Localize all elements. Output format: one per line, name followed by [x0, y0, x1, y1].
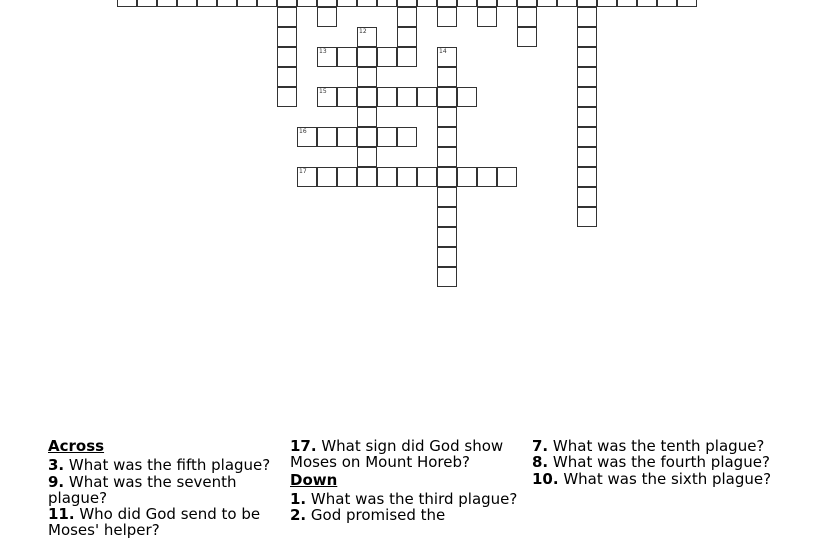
crossword-cell[interactable]	[457, 0, 477, 7]
crossword-cell[interactable]	[197, 0, 217, 7]
across-heading: Across	[48, 437, 105, 455]
crossword-cell[interactable]	[317, 0, 337, 7]
crossword-cell[interactable]	[237, 0, 257, 7]
clue-number: 13	[319, 48, 327, 55]
crossword-cell[interactable]	[317, 87, 337, 107]
crossword-cell[interactable]	[437, 7, 457, 27]
crossword-cell[interactable]	[317, 167, 337, 187]
crossword-cell[interactable]	[437, 67, 457, 87]
crossword-cell[interactable]	[637, 0, 657, 7]
crossword-cell[interactable]	[437, 207, 457, 227]
crossword-cell[interactable]	[397, 127, 417, 147]
crossword-cell[interactable]	[397, 87, 417, 107]
crossword-cell[interactable]	[137, 0, 157, 7]
clue-down-10: 10. What was the sixth plague?	[532, 469, 772, 488]
crossword-cell[interactable]	[277, 47, 297, 67]
clue-across-9: 9. What was the seventh plague?	[48, 472, 237, 507]
crossword-cell[interactable]	[437, 87, 457, 107]
crossword-cell[interactable]	[397, 47, 417, 67]
crossword-cell[interactable]	[437, 247, 457, 267]
crossword-cell[interactable]	[497, 0, 517, 7]
crossword-cell[interactable]	[617, 0, 637, 7]
crossword-cell[interactable]	[577, 207, 597, 227]
crossword-cell[interactable]	[357, 47, 377, 67]
crossword-cell[interactable]	[117, 0, 137, 7]
crossword-cell[interactable]	[357, 0, 377, 7]
clue-number: 16	[299, 128, 307, 135]
crossword-cell[interactable]	[277, 0, 297, 7]
crossword-cell[interactable]	[517, 7, 537, 27]
crossword-cell[interactable]	[317, 7, 337, 27]
crossword-cell[interactable]	[157, 0, 177, 7]
clue-number: 14	[439, 48, 447, 55]
crossword-cell[interactable]	[517, 27, 537, 47]
crossword-cell[interactable]	[357, 167, 377, 187]
crossword-cell[interactable]	[437, 227, 457, 247]
crossword-cell[interactable]	[377, 87, 397, 107]
crossword-cell[interactable]	[477, 167, 497, 187]
clue-down-7: 7. What was the tenth plague?	[532, 437, 765, 455]
crossword-cell[interactable]	[437, 167, 457, 187]
crossword-cell[interactable]	[297, 167, 317, 187]
crossword-cell[interactable]	[397, 0, 417, 7]
crossword-cell[interactable]	[577, 67, 597, 87]
crossword-cell[interactable]	[577, 27, 597, 47]
clue-across-11: 11. Who did God send to be Moses' helper?	[48, 505, 261, 539]
crossword-cell[interactable]	[337, 167, 357, 187]
crossword-cell[interactable]	[597, 0, 617, 7]
crossword-cell[interactable]	[377, 47, 397, 67]
clue-column-3	[532, 438, 772, 487]
crossword-cell[interactable]	[297, 0, 317, 7]
crossword-cell[interactable]	[277, 67, 297, 87]
crossword-cell[interactable]	[397, 167, 417, 187]
crossword-cell[interactable]	[397, 7, 417, 27]
crossword-cell[interactable]	[577, 127, 597, 147]
crossword-cell[interactable]	[577, 107, 597, 127]
clue-number: 17	[299, 168, 307, 175]
crossword-cell[interactable]	[357, 27, 377, 47]
crossword-cell[interactable]	[337, 87, 357, 107]
crossword-cell[interactable]	[337, 127, 357, 147]
crossword-cell[interactable]	[397, 27, 417, 47]
crossword-cell[interactable]	[277, 27, 297, 47]
crossword-cell[interactable]	[577, 167, 597, 187]
crossword-cell[interactable]	[437, 47, 457, 67]
crossword-cell[interactable]	[377, 127, 397, 147]
crossword-cell[interactable]	[517, 0, 537, 7]
crossword-cell[interactable]	[377, 0, 397, 7]
crossword-cell[interactable]	[557, 0, 577, 7]
clue-number: 12	[359, 28, 367, 35]
crossword-cell[interactable]	[177, 0, 197, 7]
crossword-cell[interactable]	[437, 187, 457, 207]
crossword-cell[interactable]	[357, 107, 377, 127]
crossword-cell[interactable]	[357, 147, 377, 167]
crossword-cell[interactable]	[417, 87, 437, 107]
clue-number: 15	[319, 88, 327, 95]
crossword-cell[interactable]	[497, 167, 517, 187]
crossword-cell[interactable]	[417, 167, 437, 187]
clue-across-17: 17. What sign did God show Moses on Mount Horeb?	[290, 437, 504, 472]
crossword-cell[interactable]	[537, 0, 557, 7]
crossword-cell[interactable]	[437, 147, 457, 167]
crossword-cell[interactable]	[437, 267, 457, 287]
crossword-cell[interactable]	[437, 107, 457, 127]
crossword-cell[interactable]	[577, 47, 597, 67]
crossword-cell[interactable]	[477, 7, 497, 27]
crossword-cell[interactable]	[317, 127, 337, 147]
crossword-cell[interactable]	[357, 67, 377, 87]
crossword-cell[interactable]	[217, 0, 237, 7]
crossword-cell[interactable]	[257, 0, 277, 7]
crossword-cell[interactable]	[317, 47, 337, 67]
crossword-cell[interactable]	[457, 167, 477, 187]
crossword-cell[interactable]	[577, 7, 597, 27]
clue-column-1	[48, 438, 288, 539]
crossword-cell[interactable]	[577, 147, 597, 167]
down-heading: Down	[290, 470, 338, 489]
crossword-cell[interactable]	[357, 87, 377, 107]
crossword-cell[interactable]	[337, 47, 357, 67]
crossword-cell[interactable]	[377, 167, 397, 187]
crossword-cell[interactable]	[437, 0, 457, 7]
clue-column-2	[290, 438, 530, 523]
crossword-cell[interactable]	[437, 127, 457, 147]
crossword-cell[interactable]	[297, 127, 317, 147]
crossword-cell[interactable]	[357, 127, 377, 147]
crossword-cell[interactable]	[277, 87, 297, 107]
crossword-cell[interactable]	[277, 7, 297, 27]
crossword-cell[interactable]	[457, 87, 477, 107]
crossword-cell[interactable]	[677, 0, 697, 7]
crossword-cell[interactable]	[577, 0, 597, 7]
crossword-cell[interactable]	[657, 0, 677, 7]
crossword-cell[interactable]	[577, 87, 597, 107]
crossword-cell[interactable]	[337, 0, 357, 7]
crossword-cell[interactable]	[477, 0, 497, 7]
crossword-cell[interactable]	[577, 187, 597, 207]
crossword-cell[interactable]	[417, 0, 437, 7]
clue-across-3: 3. What was the fifth plague?	[48, 456, 271, 475]
clue-down-1: 1. What was the third plague?	[290, 489, 518, 508]
clue-down-8: 8. What was the fourth plague?	[532, 453, 770, 472]
clue-down-2: 2. God promised the	[290, 506, 446, 525]
